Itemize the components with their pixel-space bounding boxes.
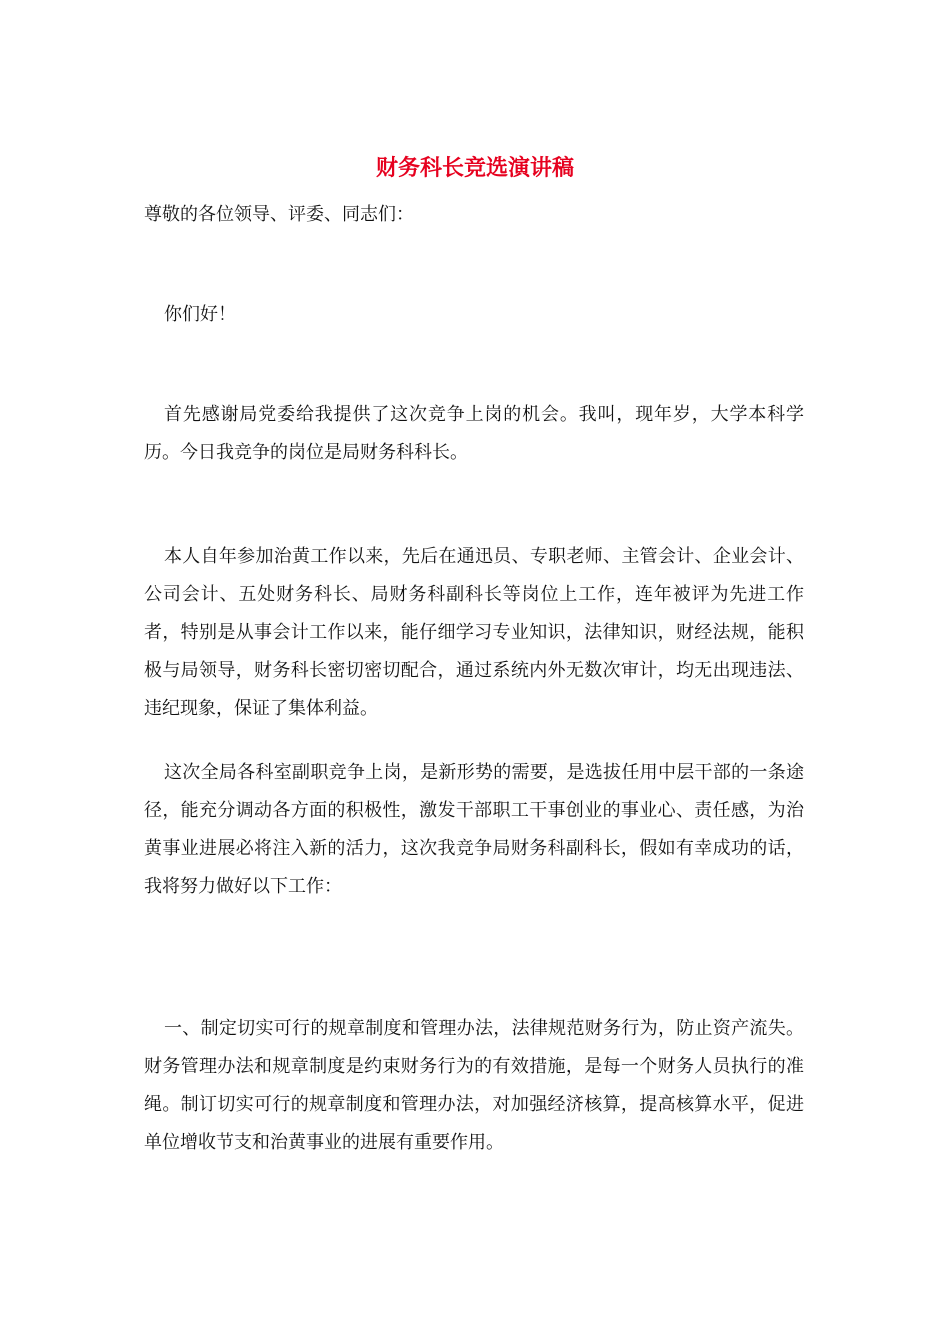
paragraph-1: 首先感谢局党委给我提供了这次竞争上岗的机会。我叫，现年岁，大学本科学历。今日我竞争的岗位是局财务科科长。 [144, 404, 804, 463]
greeting: 你们好！ [164, 304, 236, 325]
paragraph-3: 这次全局各科室副职竞争上岗，是新形势的需要，是选拔任用中层干部的一条途径，能充分调动各方面的积极性，激发干部职工干事创业的事业心、责任感，为治黄事业进展必将注入新的活力，这次我竞争局财务科副科长，假如有幸成功的话，我将努力做好以下工作： [144, 762, 804, 897]
paragraph-4: 一、制定切实可行的规章制度和管理办法，法律规范财务行为，防止资产流失。财务管理办法和规章制度是约束财务行为的有效措施，是每一个财务人员执行的准绳。制订切实可行的规章制度和管理办法，对加强经济核算，提高核算水平，促进单位增收节支和治黄事业的进展有重要作用。 [144, 1018, 804, 1153]
document-title: 财务科长竞选演讲稿 [375, 155, 574, 181]
paragraph-2: 本人自年参加治黄工作以来，先后在通迅员、专职老师、主管会计、企业会计、公司会计、五处财务科长、局财务科副科长等岗位上工作，连年被评为先进工作者，特别是从事会计工作以来，能仔细学习专业知识，法律知识，财经法规，能积极与局领导，财务科长密切密切配合，通过系统内外无数次审计，均无出现违法、违纪现象，保证了集体利益。 [144, 546, 804, 719]
salutation: 尊敬的各位领导、评委、同志们： [144, 204, 414, 225]
